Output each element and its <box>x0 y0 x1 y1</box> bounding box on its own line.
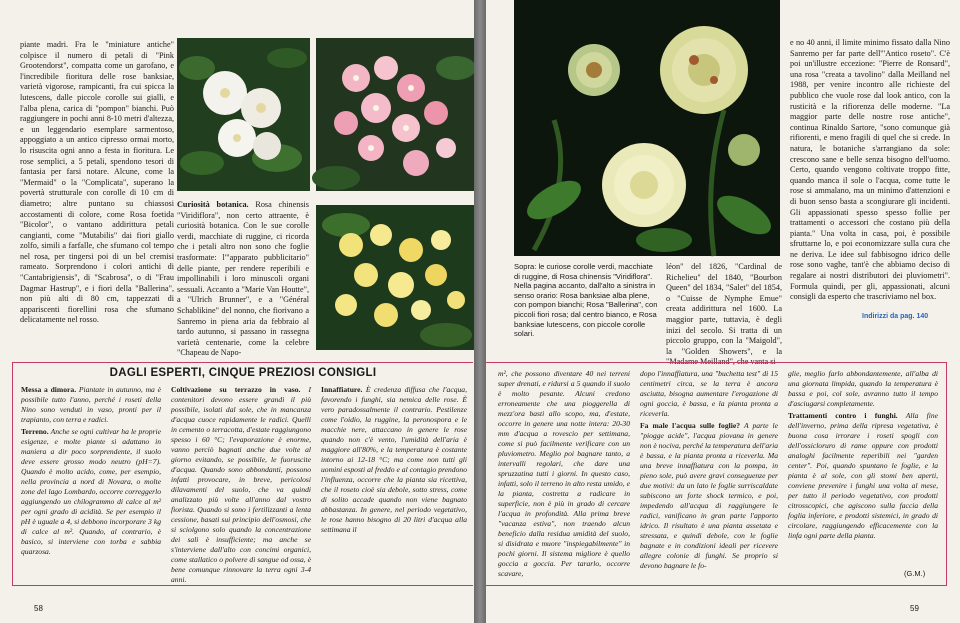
left-column-text <box>20 40 174 360</box>
page-gutter <box>474 0 486 623</box>
tip-acqua-sulle-foglie: Fa male l'acqua sulle foglie? A parte le "piogge acide", l'acqua piovana in genere non è nociva, perché la temperatura dell'aria è bassa, e la pianta pronta a riceverla. Ma una breve innaffiatura con la pompa, in pieno sole, può avere gravi conseguenze per due motivi: da un lato le foglie surriscaldate subiscono un forte shock termico, e poi, impedendo all'acqua di raggiungere le radici, vanificano in gran parte l'apporto idrico. Il risultato è una pianta assetata e stressata, e quindi debole, con le foglie bagnate e in condizioni ideali per ricevere allegre colonie di funghi. Se proprio si devono bagnare le fo- <box>640 421 778 570</box>
tips-box-title: DAGLI ESPERTI, CINQUE PREZIOSI CONSIGLI <box>109 367 377 379</box>
tips-box-right <box>486 362 947 586</box>
tip-messa-a-dimora: Messa a dimora. Piantate in autunno, ma è possibile tutto l'anno, perché i roseti della Nino sono venduti in vaso, pronti per il trapianto, con terra e radici. <box>21 385 161 424</box>
right-column-text <box>790 38 950 310</box>
page-number-left: 58 <box>34 604 43 613</box>
tips-column-3 <box>321 385 467 581</box>
tip-innaffiature-continued: m², che possono diventare 40 nei terreni super drenati, e ridursi a 5 quando il suolo è molto pesante. Alcuni credono erroneamente che una pioggerella di mezz'ora basti allo scopo, ma, d'estate, occorre in genere una notte intera: 20-30 mm d'acqua a rovescio per settimana, come si può facilmente verificare con un pluviometro. Meglio poi bagnare tanto, a intervalli regolari, che dare una spruzzatina tutti i giorni. In questo caso, infatti, solo il terreno in alto resta umido, e la pianta, costretta a radicare in superficie, non è più in grado di cercare l'acqua in profondità. Alla prima breve "vacanza estiva", non traendo alcun beneficio dalla residua umidità del suolo, si disidrata e muore "inspiegabilmente" in pochi giorni. Il sistema migliore è quello goccia a goccia. Per tararlo, occorre scavare, <box>498 369 630 578</box>
curiosity-text: Rosa chinensis "Viridiflora", non certo attraente, è curiosità botanica. Con le sue corolle verdi, macchiate di ruggine, ci ricorda che i petali altro non sono che foglie trasformate: l'"apparato pubblicitario" delle piante, per rendere reperibili e impollinabili i loro minuscoli organi sessuali. Accanto a "Marie Van Houtte", a "Ulrich Brunner", e a "Général Schablikine" del nonno, che fiorivano a Sanremo in piena aria da febbraio al tardo autunno, si passano in rassegna varietà centenarie, come la celebre "Chapeau de Napo- <box>177 200 309 358</box>
tip-trattamenti-funghi: Trattamenti contro i funghi. Alla fine dell'inverno, prima della ripresa vegetativa, è buona cosa irrorare i roseti spogli con dell'ossicloruro di rame oppure con prodotti analoghi facilmente reperibili nei "garden center". Poi, quando spuntano le foglie, e la pianta è al sole, con gli stomi ben aperti, conviene prevenire i funghi una volta al mese, per tutto il periodo vegetativo, con prodotti citrosscopici, che agiscono sulla faccia della foglia inferiore, e prodotti sistemici, in grado di circolare, raggiungendo efficacemente con la linfa ogni parte della pianta. <box>788 411 938 540</box>
left-page <box>0 0 474 623</box>
addresses-link[interactable]: Indirizzi da pag. 140 <box>862 313 929 320</box>
right-column-paragraph: e no 40 anni, il limite minimo fissato dalla Nino Sanremo per far parte dell'"Antico roseto". C'è poi un'illustre eccezione: "Pierre de Ronsard", una rosa "creata a tavolino" dalla Meilland nel 1988, per venire incontro alle richieste del pubblico che vuole rose dal look antico, con la rusticità e la rifiorenza delle moderne. "La maggior parte delle nostre rose antiche", continua Rinaldo Sartore, "sono comunque già rifiorenti, e meno fragili di quel che si crede. In natura, le botaniche s'arrangiano da sole: crescono sane e belle senza bisogno dell'uomo. Certo, quando vengono coltivate troppo fitte, quando manca il sole o l'acqua, come tutte le rose si ammalano, ma un minimo d'attenzioni e di buon senso basta a scongiurare gli incidenti. Gli appassionati spesso spesso follie per trattamenti o accessori che costano più della pianta." Una volta in casa, poi, è possibile sfruttarne lo, e poi economizzare sulla cura che ne deriva. Le idee sul fabbisogno idrico delle rose sono vaghe, tant'è che abbiamo deciso di regalare ai nostri distributori dei pluviometri". Formula quindi, per gli, appassionati, alcuni consigli da esperto che trascriviamo nel box. <box>790 38 950 302</box>
right-page <box>486 0 960 623</box>
left-column-paragraph: piante madri. Fra le "miniature antiche" colpisce il numero di petali di "Pink Grootendorst", compatta come un garofano, e l'incredibile fioritura delle rose banksiae, varietà vigorose, rampicanti, fra cui spicca la lutescens, dalle piccole corolle sui gialli, e l'alba plena, carica di "pompon" bianchi. Può raggiungere in pochi anni 8-10 metri d'altezza, e un leggendario esemplare sarmentoso, appoggiato a un antico cipresso ormai morto, lo risuscita ogni anno a festa in fioritura. Le rose semplici, a 5 petali, spendono tesori di fantasia per farsi notare. Alcune, come la "Mermaid" o la "Complicata", superano la povertà strutturale con corolle di 10 cm di diametro; altre puntano su chiassosi accostamenti di colore, come Rosa foetida "Bicolor", o vantano addirittura petali cangianti, come "Mutabilis" dai fiori giallo zolfo, simili a farfalle, che sfumano col tempo nel rosa, per tingersi poi di un bel cremisi rameato. Sorprendono i colori antichi di "Cantabrigiensis", di "Scabrosa", o di "Frau Dagmar Hastrup", e i fiori della "Ballerina", non più alti di 80 cm, tappezzati di appariscenti fiorellini rosa che sfumano delicatamente nel rosso. <box>20 40 174 325</box>
tip-terreno: Terreno. Anche se ogni cultivar ha le proprie esigenze, e molte piante si adattano in maniera a dir poco sorprendente, il suolo deve essere grosso modo neutro (pH=7). Quando è molto acido, come, per esempio, nella provincia a nord di Novara, o molte zone del lago Lombardo, occorre correggerlo aggiungendo un chilogrammo di calce al m² per ogni grado di acidità. Se per esempio il pH è uguale a 4, si debbono incorporare 3 kg di calce al m². Quando, al contrario, è basico, si interviene con torba e sabbia quarzosa. <box>21 427 161 556</box>
author-initials: (G.M.) <box>904 569 926 578</box>
curiosity-column <box>177 200 309 358</box>
tips-column-1 <box>21 385 161 581</box>
tip-coltivazione-vaso: Coltivazione su terrazzo in vaso. I contenitori devono essere grandi il più possibile, isolati dal sole, che in mancanza d'acqua cuoce rapidamente le radici. Quelli in cemento o terracotta, d'estate raggiungono spesso i 60 °C; l'evaporazione è enorme, vanno perciò bagnati anche due volte al giorno evitando, se possibile, le fuoruscite d'acqua. Quando sono abbondanti, possono infatti provocare, in breve, pericolosi dilavamenti del suolo, che va quindi analizzato più volte all'anno dal vostro fiorista. Quando si sono i fertilizzanti a lenta cessione, basati sui principio dell'osmosi, che si sciolgono solo quando la concentrazione dei sali è insufficiente; ma anche se s'interviene dall'alto con concimi organici, come stallatico o polvere di sangue od ossa, è bene comunque rinnovare la terra ogni 3-4 anni. <box>171 385 311 584</box>
tips-column-4 <box>498 369 630 581</box>
photo-caption-text: Sopra: le curiose corolle verdi, macchiate di ruggine, di Rosa chinensis "Viridiflora". Nella pagina accanto, dall'alto a sinistra in senso orario: Rosa banksiae alba plene, con pompon bianchi; Rosa "Ballerina", con piccoli fiori rosa; dal centro bianco, e Rosa banksiae lutescens, con piccole corolle solari. <box>514 262 658 339</box>
tips-column-2 <box>171 385 311 584</box>
viridiflora-rose-photo <box>514 0 780 256</box>
tips-column-5 <box>640 369 778 581</box>
tip-buchetta-test: dopo l'innaffiatura, una "buchetta test" di 15 centimetri circa, se la terra è ancora asciutta, bisogna aumentare l'erogazione di ogni goccia, è bassa, e la pianta pronta a riceverla. <box>640 369 778 418</box>
tip-foglie-continued: glie, meglio farlo abbondantemente, all'alba di una giornata limpida, quando la temperatura è bassa e poi, col sole, avranno tutto il tempo d'asciugarsi completamente. <box>788 369 938 408</box>
curiosity-heading: Curiosità botanica. <box>177 200 249 209</box>
middle-column-text <box>666 262 782 367</box>
tips-box-left <box>12 362 473 586</box>
yellow-rose-photo <box>316 205 474 350</box>
page-number-right: 59 <box>910 604 919 613</box>
photo-caption <box>514 262 658 354</box>
tip-innaffiature: Innaffiature. È credenza diffusa che l'acqua, favorendo i funghi, sia nemica delle rose. È vero paradossalmente il contrario. Pestilenze come l'oidio, la ruggine, la peronospora e le macchie nere, attaccano in genere le rose quando non c'è vento, l'umidità dell'aria è maggiore all'80%, e la temperatura è costante intorno ai 12-18 °C; ma come non tutti gli uomini esposti al freddo e al contagio prendono l'influenza, occorre che la pianta sia ricettiva, che il roseto cioè sia debole, sotto stress, come di solito accade quando non viene bagnato abbastanza. In genere, nel periodo vegetativo, le rose hanno bisogno di 20 litri d'acqua alla settimana il <box>321 385 467 534</box>
white-rose-photo <box>177 38 310 191</box>
tips-column-6 <box>788 369 938 569</box>
pink-rose-photo <box>316 38 474 191</box>
middle-column-paragraph: léon" del 1826, "Cardinal de Richelieu" del 1840, "Bourbon Queen" del 1834, "Salet" del 1854, o "Cuisse de Nymphe Emue" creata addirittura nel 1600. La maggior parte, tuttavia, è degli inizi del secolo. Si tratta di un piccolo gruppo, con la "Maigold", la "Golden Showers", e la "Madame Meilland", che vanta si <box>666 262 782 367</box>
